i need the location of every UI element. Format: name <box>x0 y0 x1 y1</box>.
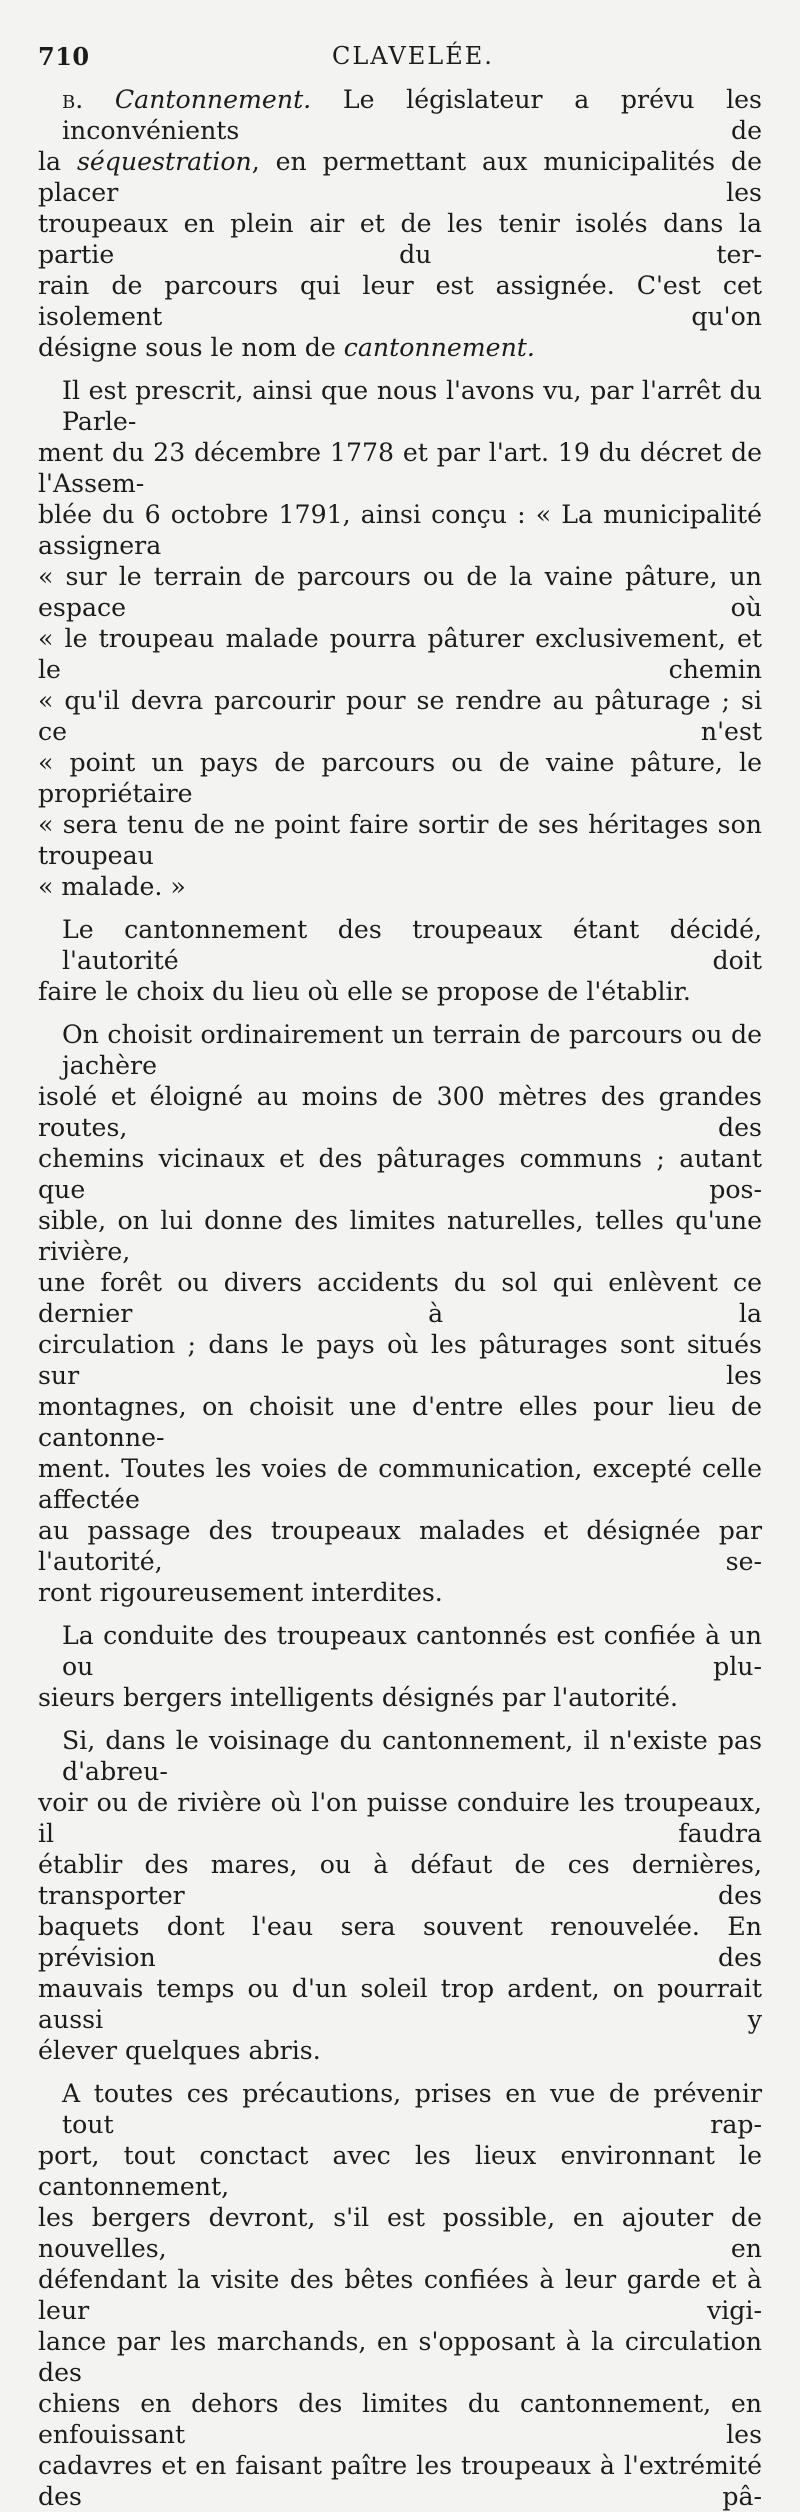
text-line <box>38 146 762 208</box>
text-run: , en permettant aux municipalités de placer les <box>38 147 762 207</box>
text-line <box>38 623 762 685</box>
text-line <box>38 1787 762 1849</box>
text-run: sieurs bergers intelligents désignés par l'autorité. <box>38 1683 678 1712</box>
text-run: voir ou de rivière où l'on puisse conduire les troupeaux, il faudra <box>38 1788 762 1848</box>
text-line <box>38 375 762 437</box>
text-run: défendant la visite des bêtes confiées à leur garde et à leur vigi- <box>38 2265 762 2325</box>
text-line <box>38 1725 762 1787</box>
text-line <box>38 2450 762 2512</box>
text-line <box>38 1205 762 1267</box>
text-run: « sera tenu de ne point faire sortir de ses héritages son troupeau <box>38 810 762 870</box>
text-line <box>38 1267 762 1329</box>
italic-text: Cantonnement. <box>114 85 312 114</box>
text-line <box>38 1577 762 1608</box>
text-run: chiens en dehors des limites du cantonnement, en enfouissant les <box>38 2389 762 2449</box>
paragraph <box>38 1725 762 2066</box>
text-line <box>38 914 762 976</box>
text-line <box>38 1849 762 1911</box>
text-run: ment du 23 décembre 1778 et par l'art. 19 du décret de l'Assem- <box>38 438 762 498</box>
text-run: Si, dans le voisinage du cantonnement, il n'existe pas d'abreu- <box>62 1726 762 1786</box>
text-line <box>38 1973 762 2035</box>
page-number: 710 <box>38 42 90 71</box>
text-run: une forêt ou divers accidents du sol qui enlèvent ce dernier à la <box>38 1268 762 1328</box>
text-line <box>38 2264 762 2326</box>
text-run: faire le choix du lieu où elle se propose de l'établir. <box>38 977 691 1006</box>
text-run: les bergers devront, s'il est possible, en ajouter de nouvelles, en <box>38 2203 762 2263</box>
italic-text: séquestration <box>76 147 252 176</box>
paragraph <box>38 914 762 1007</box>
text-run: « sur le terrain de parcours ou de la vaine pâture, un espace où <box>38 562 762 622</box>
text-run: A toutes ces précautions, prises en vue de prévenir tout rap- <box>62 2079 762 2139</box>
text-line <box>38 270 762 332</box>
text-line <box>38 871 762 902</box>
text-run: port, tout conctact avec les lieux environnant le cantonnement, <box>38 2141 762 2201</box>
text-line <box>38 84 762 146</box>
text-line <box>38 976 762 1007</box>
text-line <box>38 437 762 499</box>
text-run: lance par les marchands, en s'opposant à la circulation des <box>38 2327 762 2387</box>
text-run: Le législateur a prévu les inconvénients de <box>62 85 762 145</box>
page-header <box>38 30 762 84</box>
text-line <box>38 1019 762 1081</box>
text-line <box>38 747 762 809</box>
text-line <box>38 2035 762 2066</box>
text-line <box>38 2202 762 2264</box>
text-run: « qu'il devra parcourir pour se rendre au pâturage ; si ce n'est <box>38 686 762 746</box>
text-line <box>38 561 762 623</box>
paragraph <box>38 84 762 363</box>
text-line <box>38 208 762 270</box>
text-line <box>38 809 762 871</box>
text-run: troupeaux en plein air et de les tenir isolés dans la partie du ter- <box>38 209 762 269</box>
text-run: désigne sous le nom de <box>38 333 344 362</box>
paragraph <box>38 1019 762 1608</box>
text-line <box>38 1329 762 1391</box>
text-run: circulation ; dans le pays où les pâturages sont situés sur les <box>38 1330 762 1390</box>
text-run: montagnes, on choisit une d'entre elles pour lieu de cantonne- <box>38 1392 762 1452</box>
running-head: CLAVELÉE. <box>332 42 494 70</box>
text-line <box>38 499 762 561</box>
text-run: mauvais temps ou d'un soleil trop ardent, on pourrait aussi y <box>38 1974 762 2034</box>
text-line <box>38 1391 762 1453</box>
text-line <box>38 1081 762 1143</box>
text-run: On choisit ordinairement un terrain de parcours ou de jachère <box>62 1020 762 1080</box>
text-run: établir des mares, ou à défaut de ces dernières, transporter des <box>38 1850 762 1910</box>
text-line <box>38 2326 762 2388</box>
text-run: blée du 6 octobre 1791, ainsi conçu : « La municipalité assignera <box>38 500 762 560</box>
text-run: b. <box>62 85 115 114</box>
text-line <box>38 2388 762 2450</box>
paragraph <box>38 2078 762 2512</box>
text-run: ront rigoureusement interdites. <box>38 1578 443 1607</box>
text-line <box>38 2078 762 2140</box>
text-run: Le cantonnement des troupeaux étant décidé, l'autorité doit <box>62 915 762 975</box>
text-line <box>38 1453 762 1515</box>
text-run: isolé et éloigné au moins de 300 mètres des grandes routes, des <box>38 1082 762 1142</box>
text-run: « malade. » <box>38 872 186 901</box>
body-text <box>38 84 762 2512</box>
text-run: au passage des troupeaux malades et désignée par l'autorité, se- <box>38 1516 762 1576</box>
text-run: « le troupeau malade pourra pâturer exclusivement, et le chemin <box>38 624 762 684</box>
text-run: « point un pays de parcours ou de vaine pâture, le propriétaire <box>38 748 762 808</box>
paragraph <box>38 1620 762 1713</box>
text-line <box>38 1682 762 1713</box>
text-run: baquets dont l'eau sera souvent renouvelée. En prévision des <box>38 1912 762 1972</box>
text-line <box>38 685 762 747</box>
text-line <box>38 1620 762 1682</box>
text-run: chemins vicinaux et des pâturages communs ; autant que pos- <box>38 1144 762 1204</box>
text-run: La conduite des troupeaux cantonnés est confiée à un ou plu- <box>62 1621 762 1681</box>
text-line <box>38 1515 762 1577</box>
text-run: élever quelques abris. <box>38 2036 321 2065</box>
text-run: la <box>38 147 77 176</box>
text-run: rain de parcours qui leur est assignée. C'est cet isolement qu'on <box>38 271 762 331</box>
text-run: Il est prescrit, ainsi que nous l'avons vu, par l'arrêt du Parle- <box>62 376 762 436</box>
text-line <box>38 1911 762 1973</box>
text-run: sible, on lui donne des limites naturelles, telles qu'une rivière, <box>38 1206 762 1266</box>
text-line <box>38 2140 762 2202</box>
italic-text: cantonnement. <box>343 333 535 362</box>
text-run: cadavres et en faisant paître les troupeaux à l'extrémité des pâ- <box>38 2451 762 2511</box>
text-line <box>38 1143 762 1205</box>
text-run: ment. Toutes les voies de communication, excepté celle affectée <box>38 1454 762 1514</box>
text-line <box>38 332 762 363</box>
paragraph <box>38 375 762 902</box>
